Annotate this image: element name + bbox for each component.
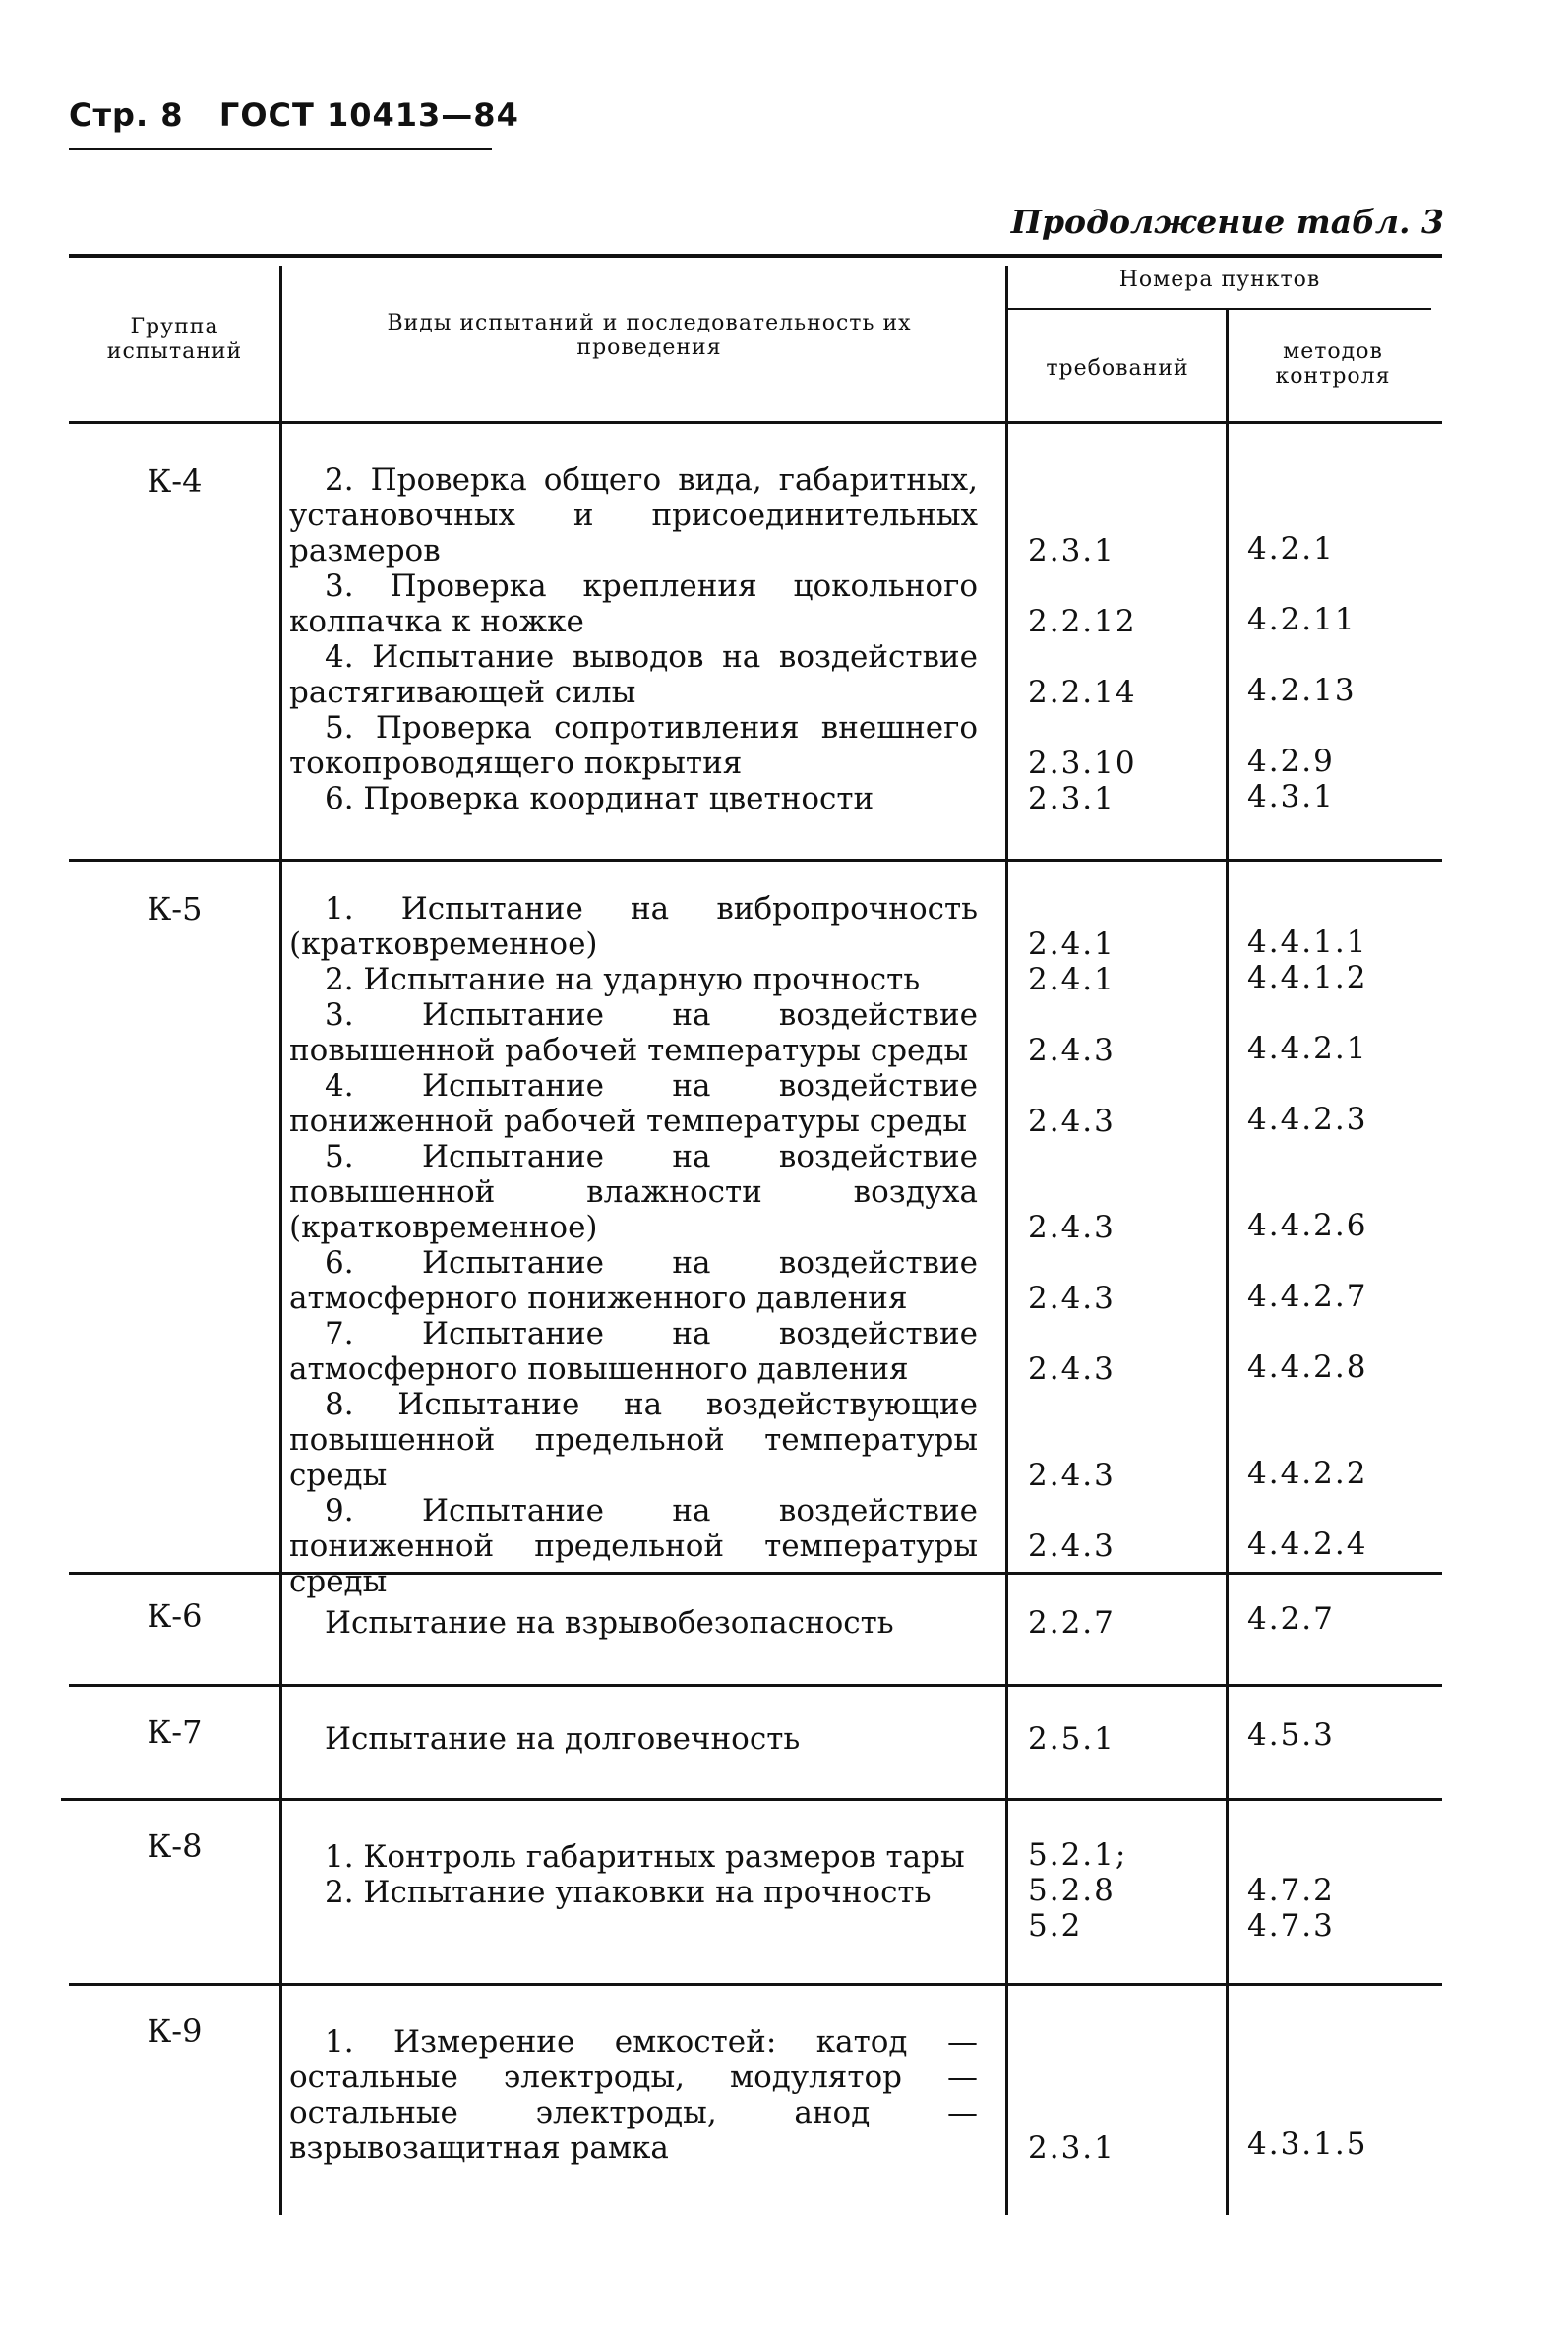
k8-test-list <box>289 1839 978 1910</box>
group-k9: К-9 <box>147 2012 203 2050</box>
k4-item-4: 4. Испытание выводов на воздействие растягивающей силы <box>289 639 978 710</box>
page-header <box>69 96 519 134</box>
table-top-rule <box>69 254 1442 258</box>
k5-req-1: 2.4.1 <box>1028 927 1116 962</box>
group-k5: К-5 <box>147 890 203 928</box>
k4-item-3: 3. Проверка крепления цокольного колпачка к ножке <box>289 569 978 639</box>
k4-req-6: 2.3.1 <box>1028 781 1116 816</box>
k8-item-2: 2. Испытание упаковки на прочность <box>325 1875 932 1910</box>
k4-met-3: 4.2.11 <box>1247 602 1357 637</box>
separator-k7-k8 <box>61 1798 1442 1801</box>
header-numbers: Номера пунктов <box>1118 268 1321 292</box>
header-methods: методов контроля <box>1275 339 1391 389</box>
k8-req-2: 5.2 <box>1028 1908 1083 1944</box>
k5-req-6: 2.4.3 <box>1028 1281 1116 1316</box>
k4-item-5: 5. Проверка сопротивления внешнего токопроводящего покрытия <box>289 710 978 781</box>
k9-item-1: 1. Измерение емкостей: катод — остальные электроды, модулятор — остальные электроды, анод — взрывозащитная рамка <box>289 2024 978 2166</box>
separator-k4-k5 <box>69 859 1442 862</box>
group-k8: К-8 <box>147 1828 203 1865</box>
k5-item-9: 9. Испытание на воздействие пониженной предельной температуры среды <box>289 1493 978 1599</box>
k5-met-5: 4.4.2.6 <box>1247 1208 1368 1243</box>
separator-k8-k9 <box>69 1983 1442 1986</box>
k6-item-1: Испытание на взрывобезопасность <box>325 1605 894 1641</box>
k5-met-1: 4.4.1.1 <box>1247 925 1368 960</box>
table-caption: Продолжение табл. 3 <box>1010 203 1444 241</box>
k5-test-list <box>289 891 978 1599</box>
header-bottom-rule <box>69 421 1442 424</box>
k5-req-3: 2.4.3 <box>1028 1033 1116 1068</box>
k4-item-6: 6. Проверка координат цветности <box>325 781 874 816</box>
standard-number: ГОСТ 10413—84 <box>218 96 519 134</box>
k7-req-1: 2.5.1 <box>1028 1721 1116 1757</box>
k5-met-6: 4.4.2.7 <box>1247 1279 1368 1314</box>
k4-req-5: 2.3.10 <box>1028 746 1137 781</box>
k7-met-1: 4.5.3 <box>1247 1717 1335 1753</box>
separator-k6-k7 <box>69 1684 1442 1687</box>
k5-req-4: 2.4.3 <box>1028 1104 1116 1139</box>
k5-req-8: 2.4.3 <box>1028 1458 1116 1493</box>
k4-met-6: 4.3.1 <box>1247 779 1335 814</box>
k5-item-7: 7. Испытание на воздействие атмосферного повышенного давления <box>289 1316 978 1387</box>
k4-req-3: 2.2.12 <box>1028 604 1137 639</box>
header-group: Группа испытаний <box>106 315 243 364</box>
header-tests: Виды испытаний и последовательность их проведения <box>387 311 912 360</box>
k5-met-7: 4.4.2.8 <box>1247 1349 1368 1385</box>
k8-met-1: 4.7.2 <box>1247 1873 1335 1908</box>
k4-met-2: 4.2.1 <box>1247 531 1335 567</box>
k5-item-1: 1. Испытание на вибропрочность (кратковременное) <box>289 891 978 962</box>
numbers-subheader-rule <box>1008 308 1431 310</box>
col-divider-2 <box>1005 266 1008 2215</box>
k9-met-1: 4.3.1.5 <box>1247 2127 1368 2162</box>
k8-req-1b: 5.2.8 <box>1028 1873 1116 1908</box>
k5-item-6: 6. Испытание на воздействие атмосферного пониженного давления <box>289 1245 978 1316</box>
col-divider-1 <box>279 266 282 2215</box>
k4-met-4: 4.2.13 <box>1247 673 1357 708</box>
k7-test-list <box>289 1721 978 1757</box>
k5-req-2: 2.4.1 <box>1028 962 1116 997</box>
k8-met-2: 4.7.3 <box>1247 1908 1335 1944</box>
k8-req-1: 5.2.1; <box>1028 1837 1128 1873</box>
k9-req-1: 2.3.1 <box>1028 2130 1116 2166</box>
k5-met-8: 4.4.2.2 <box>1247 1456 1368 1491</box>
k8-item-1: 1. Контроль габаритных размеров тары <box>325 1839 965 1875</box>
k9-test-list <box>289 2024 978 2166</box>
k5-item-2: 2. Испытание на ударную прочность <box>325 962 921 997</box>
k7-item-1: Испытание на долговечность <box>325 1721 801 1757</box>
k5-met-3: 4.4.2.1 <box>1247 1031 1368 1066</box>
k4-test-list <box>289 462 978 816</box>
k4-req-2: 2.3.1 <box>1028 533 1116 569</box>
k5-item-8: 8. Испытание на воздействующие повышенной предельной температуры среды <box>289 1387 978 1493</box>
group-k6: К-6 <box>147 1597 203 1635</box>
k5-met-2: 4.4.1.2 <box>1247 960 1368 995</box>
k5-req-9: 2.4.3 <box>1028 1528 1116 1564</box>
k5-item-4: 4. Испытание на воздействие пониженной рабочей температуры среды <box>289 1068 978 1139</box>
col-divider-3 <box>1226 308 1229 2215</box>
k5-met-4: 4.4.2.3 <box>1247 1102 1368 1137</box>
k4-item-2: 2. Проверка общего вида, габаритных, установочных и присоединительных размеров <box>289 462 978 569</box>
k5-req-5: 2.4.3 <box>1028 1210 1116 1245</box>
k5-req-7: 2.4.3 <box>1028 1351 1116 1387</box>
k4-req-4: 2.2.14 <box>1028 675 1137 710</box>
k5-item-3: 3. Испытание на воздействие повышенной рабочей температуры среды <box>289 997 978 1068</box>
k5-item-5: 5. Испытание на воздействие повышенной влажности воздуха (кратковременное) <box>289 1139 978 1245</box>
header-rule <box>69 148 492 150</box>
k6-test-list <box>289 1605 978 1641</box>
k6-met-1: 4.2.7 <box>1247 1601 1335 1637</box>
k4-met-5: 4.2.9 <box>1247 744 1335 779</box>
k6-req-1: 2.2.7 <box>1028 1605 1116 1641</box>
header-requirements: требований <box>1046 356 1189 381</box>
page-number: Стр. 8 <box>69 96 184 134</box>
group-k4: К-4 <box>147 462 203 500</box>
k5-met-9: 4.4.2.4 <box>1247 1527 1368 1562</box>
group-k7: К-7 <box>147 1713 203 1751</box>
